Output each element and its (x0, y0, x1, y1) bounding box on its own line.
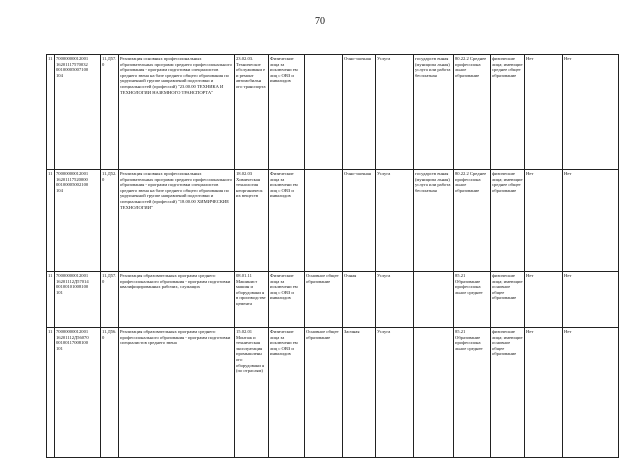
service-type-cell: Услуга (376, 170, 414, 272)
payment-kind-cell: государств енная (муниципа льная) услуга или работа бесплатная (414, 170, 454, 272)
education-level-cell (305, 55, 343, 170)
registry-number-cell: 70000000012001 16201117570032 00100005007100 104 (55, 55, 101, 170)
table-row (47, 55, 619, 170)
study-form-cell: Очная (343, 272, 376, 328)
registry-number-cell: 70000000012001 16201117520000 00100005002100 104 (55, 170, 101, 272)
service-code-cell: 11.Д56.0 (101, 328, 119, 458)
consumer-category-cell: Физические лица за исключени ем лиц с ОВЗ и инвалидов (269, 170, 305, 272)
service-type-cell: Услуга (376, 328, 414, 458)
specialty-cell: 08.01.11 Машинист машин и оборудовани я в производстве цемента (235, 272, 269, 328)
service-code-cell: 11.Д52.0 (101, 170, 119, 272)
service-name-cell: Реализация основных профессиональных образовательных программ среднего профессионального образования - программ подготовки специалистов среднего звена на базе среднего общего образования по укрупненной группе направлений подготовки и специальностей (профессий) "18.00.00 ХИМИЧЕСКИЕ ТЕХНОЛОГИИ" (119, 170, 235, 272)
row-number-cell: 11 (47, 55, 55, 170)
study-form-cell: Очно-заочная (343, 170, 376, 272)
study-form-cell: Заочная (343, 328, 376, 458)
service-code-cell: 11.Д57.0 (101, 55, 119, 170)
flag-cell: Нет (563, 272, 619, 328)
row-number-cell: 11 (47, 272, 55, 328)
consumers-cell: физические лица; имеющие основное общее образование (491, 272, 525, 328)
consumer-category-cell: Физические лица за исключени ем лиц с ОВЗ и инвалидов (269, 272, 305, 328)
payment-kind-cell (414, 272, 454, 328)
payment-kind-cell (414, 328, 454, 458)
flag-cell: Нет (525, 55, 563, 170)
registry-number-cell: 70000000012001 16201112Д56070 00100117008100 101 (55, 328, 101, 458)
specialty-cell: 23.02.03. Техническое обслуживани е и ремонт автомобильн ого транспорта (235, 55, 269, 170)
education-level-cell: Основное общее образование (305, 272, 343, 328)
table-row (47, 272, 619, 328)
flag-cell: Нет (525, 328, 563, 458)
service-type-cell: Услуга (376, 272, 414, 328)
service-name-cell: Реализация образовательных программ среднего профессионального образования - программ подготовки квалифицированных рабочих, служащих (119, 272, 235, 328)
flag-cell: Нет (525, 272, 563, 328)
education-level-cell: Основное общее образование (305, 328, 343, 458)
consumer-category-cell: Физические лица за исключени ем лиц с ОВЗ и инвалидов (269, 328, 305, 458)
okved-cell: 80.22.2 Среднее профессиона льное образование (454, 55, 491, 170)
consumers-cell: физические лица; имеющие среднее общее образование (491, 170, 525, 272)
service-name-cell: Реализация основных профессиональных образовательных программ среднего профессионального образования - программ подготовки специалистов среднего звена на базе среднего общего образования по укрупненной группе направлений подготовки и специальностей (профессий) "23.00.00 ТЕХНИКА И ТЕХНОЛОГИИ НАЗЕМНОГО ТРАНСПОРТА" (119, 55, 235, 170)
table-row (47, 328, 619, 458)
service-code-cell: 11.Д57.0 (101, 272, 119, 328)
row-number-cell: 11 (47, 170, 55, 272)
okved-cell: 80.22.2 Среднее профессиона льное образование (454, 170, 491, 272)
service-name-cell: Реализация образовательных программ среднего профессионального образования - программ подготовки специалистов среднего звена (119, 328, 235, 458)
registry-number-cell: 70000000012001 16201112Д57014 00100101008100 101 (55, 272, 101, 328)
consumers-cell: физические лица; имеющие среднее общее образование (491, 55, 525, 170)
okved-cell: 85.21 Образование профессиона льное среднее (454, 328, 491, 458)
payment-kind-cell: государств енная (муниципа льная) услуга или работа бесплатная (414, 55, 454, 170)
flag-cell: Нет (563, 170, 619, 272)
study-form-cell: Очно-заочная (343, 55, 376, 170)
okved-cell: 85.21 Образование профессиона льное среднее (454, 272, 491, 328)
consumer-category-cell: Физические лица за исключени ем лиц с ОВЗ и инвалидов (269, 55, 305, 170)
flag-cell: Нет (563, 55, 619, 170)
page-number: 70 (315, 16, 325, 27)
consumers-cell: физические лица; имеющие основное общее образование (491, 328, 525, 458)
flag-cell: Нет (525, 170, 563, 272)
specialty-cell: 15.02.01 Монтаж и техническая эксплуатация промышленн ого оборудовани я (по отраслям) (235, 328, 269, 458)
row-number-cell: 11 (47, 328, 55, 458)
table-row (47, 170, 619, 272)
services-table (46, 54, 619, 458)
flag-cell: Нет (563, 328, 619, 458)
specialty-cell: 18.02.03 Химическая технология неорганическ их веществ (235, 170, 269, 272)
education-level-cell (305, 170, 343, 272)
service-type-cell: Услуга (376, 55, 414, 170)
